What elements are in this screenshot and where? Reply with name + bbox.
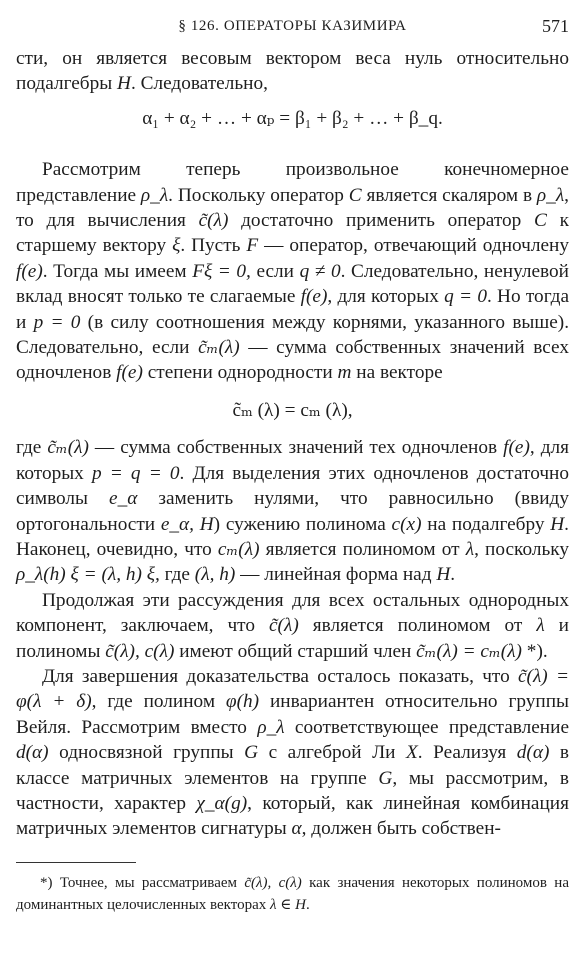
running-head: § 126. ОПЕРАТОРЫ КАЗИМИРА xyxy=(178,18,407,34)
main-text xyxy=(16,46,569,842)
paragraph-4: Продолжая эти рассуждения для всех остальных однородных компонент, заключаем, что c̃(λ) является полиномом от λ и полиномы c̃(λ), c(λ) имеют общий старший член c̃ₘ(λ) = cₘ(λ) *). xyxy=(16,589,570,662)
display-formula-1: α₁ + α₂ + … + αₚ = β₁ + β₂ + … + β_q. xyxy=(142,107,443,129)
paragraph-5: Для завершения доказательства осталось показать, что c̃(λ) = φ(λ + δ), где полином φ(h) инвариантен относительно группы Вейля. Рассмотрим вместо ρ_λ соответствующее представление d(α) односвязной группы G с алгеброй Ли X. Реализуя d(α) в классе матричных элементов на группе G, мы рассмотрим, в частности, характер χ_α(g), который, как линейная комбинация матричных элементов сигнатуры α, должен быть собствен- xyxy=(16,665,570,840)
page-number: 571 xyxy=(542,16,569,36)
footnote: *) Точнее, мы рассматриваем c̃(λ), c(λ) как значения некоторых полиномов на доминантных целочисленных векторах λ ∈ H. xyxy=(16,874,569,913)
page-header xyxy=(16,10,569,46)
paragraph-2: Рассмотрим теперь произвольное конечномерное представление ρ_λ. Поскольку оператор C является скаляром в ρ_λ, то для вычисления c̃(λ) достаточно применить оператор C к старшему вектору ξ. Пусть F — оператор, отвечающий одночлену f(e). Тогда мы имеем Fξ = 0, если q ≠ 0. Следовательно, ненулевой вклад вносят только те слагаемые f(e), для которых q = 0. Но тогда и p = 0 (в силу соотношения между корнями, указанного выше). Следовательно, если c̃ₘ(λ) — сумма собственных значений всех одночленов f(e) степени однородности m на векторе xyxy=(16,159,570,384)
footnote-divider xyxy=(16,862,136,863)
paragraph-1: сти, он является весовым вектором веса нуль относительно подалгебры H. Следовательно, xyxy=(16,48,569,95)
paragraph-3: где c̃ₘ(λ) — сумма собственных значений тех одночленов f(e), для которых p = q = 0. Для выделения этих одночленов достаточно символы e_α заменить нулями, что равносильно (ввиду ортогональности e_α, H) сужению полинома c(x) на подалгебру H. Наконец, очевидно, что cₘ(λ) является полиномом от λ, поскольку ρ_λ(h) ξ = (λ, h) ξ, где (λ, h) — линейная форма над H. xyxy=(16,437,569,586)
display-formula-2: c̃ₘ (λ) = cₘ (λ), xyxy=(232,399,353,421)
book-page xyxy=(16,10,569,916)
